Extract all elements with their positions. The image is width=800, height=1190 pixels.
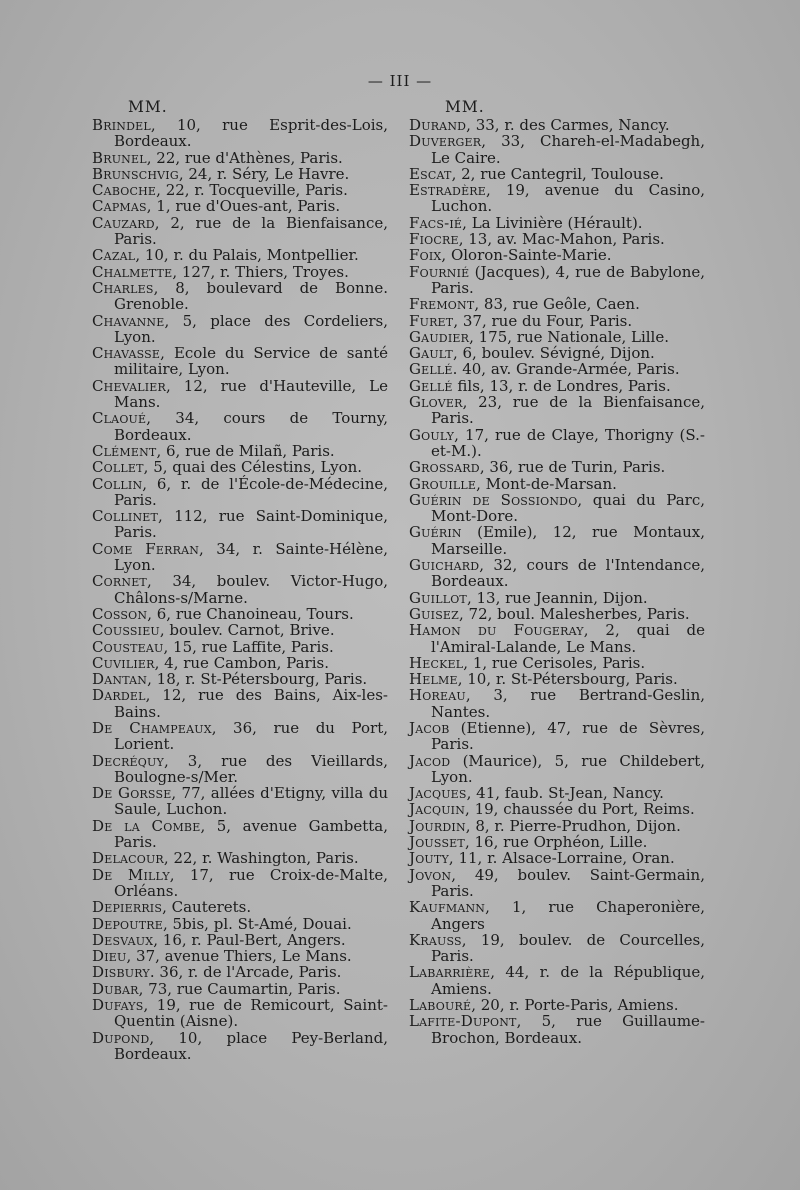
directory-entry [92,753,388,786]
entry-name: Horeau [409,686,466,705]
directory-entry [409,606,705,622]
entry-address: , boulev. Carnot, Brive. [159,621,335,640]
entry-name: Guillot [409,588,467,607]
directory-entry [92,867,388,900]
entry-address: . 40, av. Grande-Armée, Paris. [452,360,680,379]
entry-name: Guérin de Sossiondo [409,490,578,509]
entry-address: , 22, r. Washington, Paris. [163,849,359,868]
entry-name: Duverger [409,132,482,151]
entry-name: Helme [409,670,458,689]
entry-address: , 5, avenue Gambetta, Paris. [114,816,388,852]
directory-entry [409,378,705,394]
entry-name: Fournié [409,262,470,281]
left-column [92,98,388,1062]
directory-entry [409,932,705,965]
directory-entry [409,687,705,720]
entry-address: , 112, rue Saint-Dominique, Paris. [114,507,388,542]
entry-name: Depoutre [92,914,163,933]
entry-name: Fremont [409,295,475,314]
entry-name: Grossard [409,458,480,477]
entry-name: Jacob [409,718,450,737]
directory-entry [409,720,705,753]
entry-name: Clément [92,441,157,460]
entry-address: (Emile), 12, rue Montaux, Marseille. [431,523,705,558]
entry-name: Claoué [92,409,147,428]
directory-entry [409,361,705,377]
entry-name: Estradère [409,181,487,200]
entry-address: , 13, av. Mac-Mahon, Paris. [458,230,665,249]
entry-name: Dardel [92,686,146,705]
entry-name: Brunschvig [92,164,179,183]
entry-address: , Ecole du Service de santé militaire, Lyon. [114,344,388,379]
directory-entry [409,753,705,786]
directory-entry [409,215,705,231]
entry-address: fils, 13, r. de Londres, Paris. [452,376,671,395]
page-number: — III — [367,72,433,90]
entry-address: , 3, rue des Vieillards, Boulogne-s/Mer. [114,751,388,786]
entry-address: , 2, quai de l'Amiral-Lalande, Le Mans. [431,621,705,656]
entry-address: , 33, Chareh-el-Madabegh, Le Caire. [431,132,705,167]
entry-address: , 2, rue Cantegril, Toulouse. [451,164,664,183]
entry-name: Dupond [92,1028,150,1047]
entry-name: Foix [409,246,442,265]
directory-entry [409,899,705,932]
entry-address: , 10, r. du Palais, Montpellier. [135,246,359,265]
entry-name: Kaufmann [409,898,486,917]
directory-entry [409,671,705,687]
entry-name: Labouré [409,996,472,1015]
directory-entry [409,117,705,133]
directory-entry [409,524,705,557]
directory-entry [92,150,388,166]
entry-address: , 72, boul. Malesherbes, Paris. [459,604,690,623]
entry-name: Dieu [92,947,127,966]
entry-address: , 15, rue Laffite, Paris. [163,637,334,656]
entry-address: , Mont-de-Marsan. [476,474,617,493]
entry-name: Dufays [92,996,144,1015]
directory-entry [409,264,705,297]
entry-name: Gellé [409,376,453,395]
entry-address: , Cauterets. [162,898,252,917]
directory-entry [92,997,388,1030]
entry-name: Guérin [409,523,462,542]
entry-address: , 10, r. St-Pétersbourg, Paris. [457,670,678,689]
directory-entry [92,622,388,638]
entry-name: Collet [92,458,144,477]
directory-entry [409,997,705,1013]
entry-name: Gouly [409,425,455,444]
right-entry-list [409,117,705,1046]
directory-entry [409,818,705,834]
entry-address: , 37, avenue Thiers, Le Mans. [126,947,352,966]
entry-address: , 34, boulev. Victor-Hugo, Châlons-s/Marne. [114,572,388,607]
entry-address: , 41, faub. St-Jean, Nancy. [466,784,664,803]
entry-address: , 20, r. Porte-Paris, Amiens. [471,996,679,1015]
directory-entry [409,834,705,850]
entry-address: , 22, rue d'Athènes, Paris. [146,148,343,167]
entry-address: (Etienne), 47, rue de Sèvres, Paris. [431,718,705,754]
entry-address: , 1, rue Chaperonière, Angers [431,898,705,933]
directory-entry [409,394,705,427]
entry-name: Decréquy [92,751,164,770]
directory-entry [92,443,388,459]
right-column-heading: MM. [445,98,485,116]
entry-address: , 17, rue de Claye, Thorigny (S.-et-M.). [431,425,705,460]
entry-name: Lafite-Dupont [409,1012,517,1031]
entry-name: De Champeaux [92,718,212,737]
directory-entry [409,1013,705,1046]
entry-address: , 24, r. Séry, Le Havre. [178,164,350,183]
entry-name: De Gorsse [92,784,172,803]
entry-address: , 175, rue Nationale, Lille. [469,327,669,346]
directory-entry [409,133,705,166]
entry-name: Delacour [92,849,164,868]
entry-name: Grouille [409,474,477,493]
entry-address: (Jacques), 4, rue de Babylone, Paris. [431,262,705,297]
directory-entry [409,785,705,801]
directory-entry [409,313,705,329]
entry-address: , 44, r. de la République, Amiens. [431,963,705,998]
entry-address: , 36, rue de Turin, Paris. [479,458,666,477]
entry-address: , 83, rue Geôle, Caen. [474,295,640,314]
directory-entry [409,622,705,655]
entry-name: Desvaux [92,930,154,949]
directory-entry [409,345,705,361]
entry-name: Gaudier [409,327,470,346]
entry-address: , 6, rue de Milañ, Paris. [156,441,335,460]
entry-address: , 1, rue Cerisoles, Paris. [463,653,646,672]
entry-name: Guisez [409,604,460,623]
entry-address: , quai du Parc, Mont-Dore. [431,490,706,526]
entry-name: Cornet [92,572,147,591]
entry-address: , 6, boulev. Sévigné, Dijon. [452,344,655,363]
entry-address: , 2, rue de la Bienfaisance, Paris. [114,213,388,249]
entry-address: , 19, chaussée du Port, Reims. [465,800,695,819]
directory-entry [92,410,388,443]
directory-entry [92,981,388,997]
entry-name: Brindel [92,116,151,134]
directory-entry [92,198,388,214]
entry-name: Charles [92,278,154,297]
entry-address: , 8, boulevard de Bonne. Grenoble. [114,278,388,314]
entry-address: , Oloron-Sainte-Marie. [441,246,612,265]
directory-entry [409,329,705,345]
entry-name: Guichard [409,556,480,575]
entry-address: , 19, boulev. de Courcelles, Paris. [431,930,705,966]
entry-address: , 8, r. Pierre-Prudhon, Dijon. [465,816,681,835]
directory-entry [409,247,705,263]
entry-name: Brunel [92,148,147,167]
entry-address: , 19, avenue du Casino, Luchon. [431,181,705,216]
entry-address: , 37, rue du Four, Paris. [453,311,633,330]
directory-entry [409,492,705,525]
entry-address: , 49, boulev. Saint-Germain, Paris. [431,865,705,900]
entry-address: , 127, r. Thiers, Troyes. [172,262,349,281]
entry-address: , 34, cours de Tourny, Bordeaux. [114,409,388,444]
directory-entry [92,850,388,866]
entry-address: , 34, r. Sainte-Hélène, Lyon. [114,539,388,575]
right-column [409,98,705,1046]
directory-entry [92,655,388,671]
entry-address: , 18, r. St-Pétersbourg, Paris. [147,670,368,689]
entry-name: Jacquin [409,800,466,819]
directory-entry [92,606,388,622]
entry-address: , 16, rue Orphéon, Lille. [464,833,648,852]
directory-entry [92,166,388,182]
directory-entry [92,948,388,964]
entry-name: Furet [409,311,454,330]
entry-name: Disbury [92,963,150,982]
directory-entry [409,801,705,817]
directory-entry [92,964,388,980]
entry-address: , 5, rue Guillaume-Brochon, Bordeaux. [431,1012,705,1047]
entry-name: Gellé [409,360,453,379]
entry-name: De la Combe [92,816,201,835]
directory-entry [409,296,705,312]
entry-address: , 1, rue d'Oues-ant, Paris. [146,197,341,216]
directory-entry [409,427,705,460]
entry-address: (Maurice), 5, rue Childebert, Lyon. [431,751,705,786]
directory-entry [409,655,705,671]
directory-entry [92,459,388,475]
entry-name: Jourdin [409,816,466,835]
directory-entry [409,166,705,182]
entry-name: Cosson [92,604,148,623]
entry-name: Heckel [409,653,464,672]
entry-name: Come Ferran [92,539,200,558]
directory-entry [92,280,388,313]
entry-name: Capmas [92,197,147,216]
entry-address: , 16, r. Paul-Bert, Angers. [153,930,346,949]
entry-address: , 3, rue Bertrand-Geslin, Nantes. [431,686,705,721]
entry-name: Depierris [92,898,163,917]
directory-entry [409,964,705,997]
entry-name: Caboche [92,181,157,200]
entry-name: Dubar [92,979,139,998]
entry-address: , 19, rue de Remicourt, Saint-Quentin (Aisne). [114,996,388,1031]
entry-name: Durand [409,116,467,134]
directory-entry [409,590,705,606]
entry-address: , 77, allées d'Etigny, villa du Saule, Luchon. [114,784,388,819]
entry-name: Jousset [409,833,465,852]
entry-address: , 12, rue d'Hauteville, Le Mans. [114,376,388,412]
entry-address: , La Livinière (Hérault). [462,213,643,232]
entry-name: Cousteau [92,637,164,656]
entry-name: Coussieu [92,621,160,640]
directory-entry [92,378,388,411]
directory-entry [409,231,705,247]
directory-entry [409,182,705,215]
entry-name: Fiocre [409,230,459,249]
entry-name: Labarrière [409,963,491,982]
directory-entry [92,573,388,606]
directory-entry [92,639,388,655]
directory-entry [409,557,705,590]
entry-address: , 22, r. Tocqueville, Paris. [156,181,348,200]
entry-address: , 11, r. Alsace-Lorraine, Oran. [448,849,675,868]
entry-address: , 73, rue Caumartin, Paris. [138,979,341,998]
entry-name: Glover [409,393,463,412]
directory-entry [92,117,388,150]
directory-entry [92,476,388,509]
entry-name: Krauss [409,930,462,949]
entry-address: , 10, rue Esprit-des-Lois, Bordeaux. [114,116,388,151]
directory-entry [92,345,388,378]
entry-address: , 6, r. de l'École-de-Médecine, Paris. [114,474,388,509]
entry-address: , 36, rue du Port, Lorient. [114,718,388,754]
directory-entry [409,850,705,866]
left-column-heading: MM. [128,98,168,116]
entry-address: , 32, cours de l'Intendance, Bordeaux. [431,556,705,591]
entry-address: , 5, place des Cordeliers, Lyon. [114,311,388,346]
entry-name: Facs-ié [409,213,463,232]
entry-address: , 17, rue Croix-de-Malte, Orléans. [114,865,388,900]
entry-address: , 33, r. des Carmes, Nancy. [466,116,670,134]
directory-entry [92,313,388,346]
entry-name: Chavanne [92,311,165,330]
directory-entry [92,247,388,263]
entry-name: Chalmette [92,262,173,281]
entry-name: Jacques [409,784,467,803]
directory-entry [409,476,705,492]
entry-name: Jouty [409,849,449,868]
entry-name: Chevalier [92,376,167,395]
entry-name: Dantan [92,670,148,689]
directory-entry [92,720,388,753]
entry-address: , 12, rue des Bains, Aix-les-Bains. [114,686,388,721]
entry-address: . 36, r. de l'Arcade, Paris. [149,963,342,982]
directory-entry [92,932,388,948]
directory-entry [92,916,388,932]
directory-entry [92,541,388,574]
directory-entry [92,1030,388,1063]
entry-name: De Milly [92,865,170,884]
entry-name: Escat [409,164,452,183]
directory-entry [409,459,705,475]
directory-entry [92,215,388,248]
entry-name: Collin [92,474,143,493]
entry-name: Jovon [409,865,452,884]
entry-name: Gault [409,344,453,363]
left-entry-list [92,117,388,1062]
entry-name: Cazal [92,246,136,265]
entry-address: , 6, rue Chanoineau, Tours. [147,604,354,623]
entry-name: Jacod [409,751,451,770]
directory-entry [92,508,388,541]
directory-entry [92,818,388,851]
directory-entry [92,785,388,818]
directory-entry [409,867,705,900]
directory-entry [92,671,388,687]
entry-name: Chavasse [92,344,161,363]
entry-name: Cuvilier [92,653,155,672]
entry-address: , 5, quai des Célestins, Lyon. [143,458,363,477]
directory-entry [92,264,388,280]
directory-entry [92,687,388,720]
directory-entry [92,899,388,915]
entry-address: , 13, rue Jeannin, Dijon. [466,588,648,607]
entry-address: , 23, rue de la Bienfaisance, Paris. [431,393,705,428]
entry-address: , 5bis, pl. St-Amé, Douai. [163,914,352,933]
entry-name: Hamon du Fougeray [409,621,584,640]
entry-name: Cauzard [92,213,155,232]
entry-address: , 4, rue Cambon, Paris. [154,653,329,672]
entry-name: Collinet [92,507,159,526]
directory-entry [92,182,388,198]
entry-address: , 10, place Pey-Berland, Bordeaux. [114,1028,388,1063]
